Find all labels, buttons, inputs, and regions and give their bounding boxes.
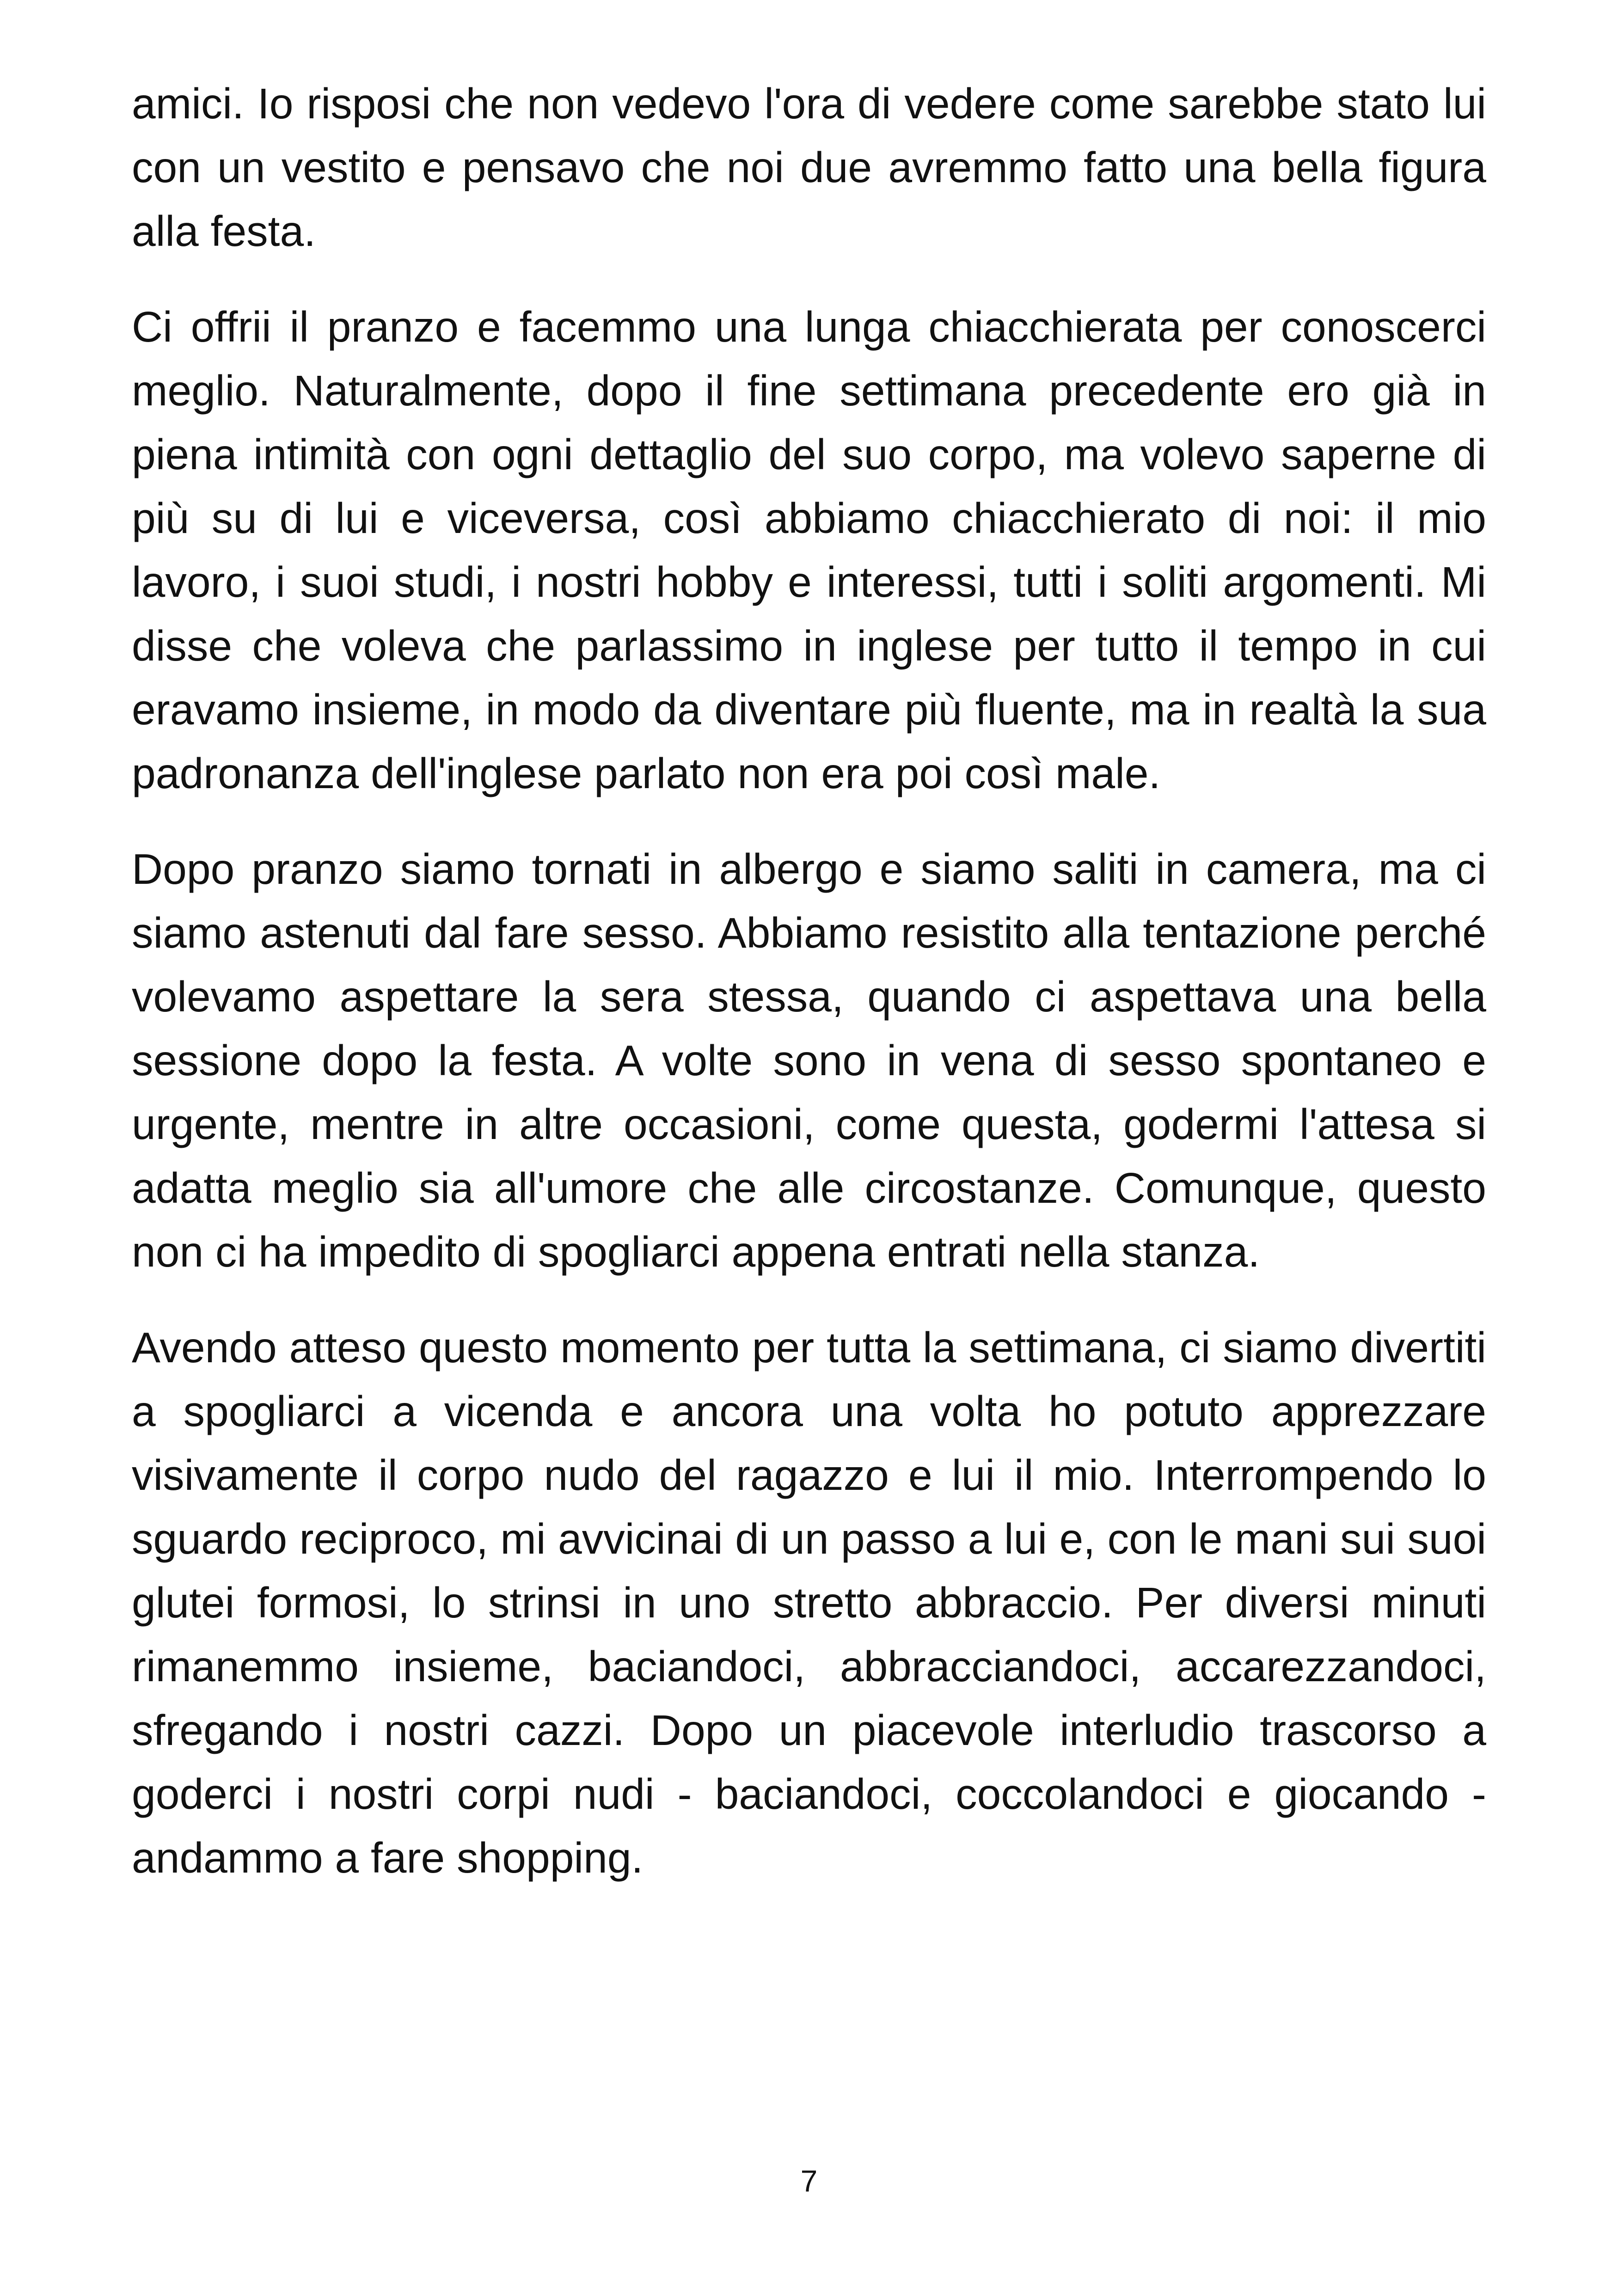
paragraph-4: Avendo atteso questo momento per tutta la settimana, ci siamo divertiti a spogliarci a vicenda e ancora una volta ho potuto apprezzare visivamente il corpo nudo del ragazzo e lui il mio. Interrompendo lo sguardo reciproco, mi avvicinai di un passo a lui e, con le mani sui suoi glutei formosi, lo strinsi in uno stretto abbraccio. Per diversi minuti rimanemmo insieme, baciandoci, abbracciandoci, accarezzandoci, sfregando i nostri cazzi. Dopo un piacevole interludio trascorso a goderci i nostri corpi nudi - baciandoci, coccolandoci e giocando - andammo a fare shopping. [132,1323,1486,1882]
page-number: 7 [800,2164,818,2198]
paragraph-2: Ci offrii il pranzo e facemmo una lunga chiacchierata per conoscerci meglio. Naturalmente, dopo il fine settimana precedente ero già in piena intimità con ogni dettaglio del suo corpo, ma volevo saperne di più su di lui e viceversa, così abbiamo chiacchierato di noi: il mio lavoro, i suoi studi, i nostri hobby e interessi, tutti i soliti argomenti. Mi disse che voleva che parlassimo in inglese per tutto il tempo in cui eravamo insieme, in modo da diventare più fluente, ma in realtà la sua padronanza dell'inglese parlato non era poi così male. [132,303,1486,797]
paragraph-3: Dopo pranzo siamo tornati in albergo e siamo saliti in camera, ma ci siamo astenuti dal fare sesso. Abbiamo resistito alla tentazione perché volevamo aspettare la sera stessa, quando ci aspettava una bella sessione dopo la festa. A volte sono in vena di sesso spontaneo e urgente, mentre in altre occasioni, come questa, godermi l'attesa si adatta meglio sia all'umore che alle circostanze. Comunque, questo non ci ha impedito di spogliarci appena entrati nella stanza. [132,845,1486,1276]
paragraph-1: amici. Io risposi che non vedevo l'ora di vedere come sarebbe stato lui con un vestito e pensavo che noi due avremmo fatto una bella figura alla festa. [132,80,1486,255]
body-text [132,72,1486,1890]
